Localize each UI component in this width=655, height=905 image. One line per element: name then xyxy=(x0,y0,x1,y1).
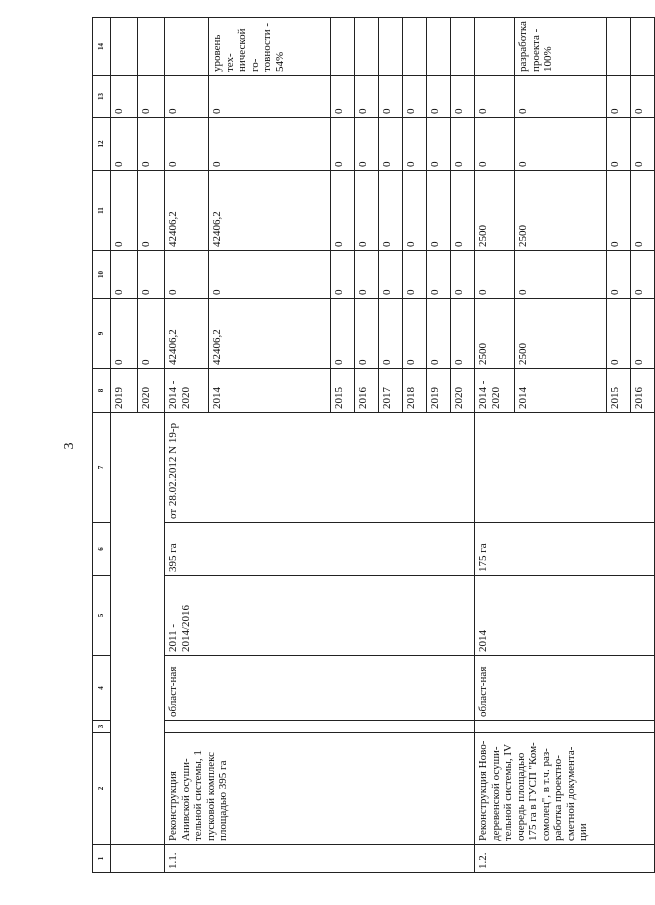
cell-v12: 0 xyxy=(209,118,331,171)
cell-v12: 0 xyxy=(331,118,355,171)
cell-note xyxy=(331,18,355,76)
cell-v11: 0 xyxy=(331,171,355,251)
cell-v13: 0 xyxy=(165,76,209,118)
cell-basis: от 28.02.2012 N 19-р xyxy=(165,413,475,523)
cell-capacity: 175 га xyxy=(475,523,655,576)
cell-v11: 2500 xyxy=(515,171,607,251)
cell-v12: 0 xyxy=(111,118,138,171)
page-number: 3 xyxy=(62,442,77,450)
cell-v10: 0 xyxy=(331,251,355,299)
cell-v11: 0 xyxy=(379,171,403,251)
column-number-12: 12 xyxy=(93,118,111,171)
cell-v9: 42406,2 xyxy=(165,299,209,369)
cell-year: 2015 xyxy=(331,369,355,413)
cell-v11: 0 xyxy=(607,171,631,251)
cell-v10: 0 xyxy=(427,251,451,299)
cell-v13: 0 xyxy=(209,76,331,118)
cell-v12: 0 xyxy=(403,118,427,171)
column-number-4: 4 xyxy=(93,656,111,721)
cell-v13: 0 xyxy=(475,76,515,118)
cell-note xyxy=(403,18,427,76)
cell-v9: 0 xyxy=(355,299,379,369)
cell-item-number: 1.1. xyxy=(165,845,475,873)
cell-note: уровень тех-нической го-товности - 54% xyxy=(209,18,331,76)
cell-v11: 0 xyxy=(427,171,451,251)
cell-v13: 0 xyxy=(427,76,451,118)
cell-year: 2020 xyxy=(138,369,165,413)
cell-year: 2015 xyxy=(607,369,631,413)
cell-note xyxy=(451,18,475,76)
cell-v11: 0 xyxy=(451,171,475,251)
column-number-10: 10 xyxy=(93,251,111,299)
column-number-2: 2 xyxy=(93,733,111,845)
cell-v11: 0 xyxy=(631,171,655,251)
cell-v11: 42406,2 xyxy=(209,171,331,251)
cell-v13: 0 xyxy=(355,76,379,118)
cell-v10: 0 xyxy=(403,251,427,299)
cell-v11: 42406,2 xyxy=(165,171,209,251)
cell-v13: 0 xyxy=(111,76,138,118)
column-number-13: 13 xyxy=(93,76,111,118)
cell-v10: 0 xyxy=(475,251,515,299)
cell-blank-num xyxy=(111,845,165,873)
column-number-3: 3 xyxy=(93,721,111,733)
cell-note xyxy=(111,18,138,76)
cell-v10: 0 xyxy=(515,251,607,299)
cell-item-name: Реконструкция Анивской осуши-тельной системы, 1 пусковой комплекс площадью 395 га xyxy=(165,733,475,845)
cell-period: 2011 - 2014/2016 xyxy=(165,576,475,656)
cell-v11: 0 xyxy=(111,171,138,251)
cell-v13: 0 xyxy=(451,76,475,118)
cell-v12: 0 xyxy=(451,118,475,171)
cell-note xyxy=(379,18,403,76)
cell-year: 2018 xyxy=(403,369,427,413)
cell-col3 xyxy=(475,721,655,733)
cell-v10: 0 xyxy=(631,251,655,299)
cell-v12: 0 xyxy=(379,118,403,171)
cell-year: 2014 - 2020 xyxy=(165,369,209,413)
continuation-row xyxy=(111,18,138,873)
cell-v12: 0 xyxy=(607,118,631,171)
cell-v12: 0 xyxy=(165,118,209,171)
cell-v9: 0 xyxy=(138,299,165,369)
column-number-11: 11 xyxy=(93,171,111,251)
cell-v9: 0 xyxy=(379,299,403,369)
cell-v10: 0 xyxy=(165,251,209,299)
program-table xyxy=(92,17,655,873)
cell-note xyxy=(631,18,655,76)
header-row xyxy=(93,18,111,873)
column-number-1: 1 xyxy=(93,845,111,873)
cell-v12: 0 xyxy=(515,118,607,171)
cell-period: 2014 xyxy=(475,576,655,656)
cell-v13: 0 xyxy=(331,76,355,118)
cell-col3 xyxy=(165,721,475,733)
cell-v11: 0 xyxy=(355,171,379,251)
cell-v10: 0 xyxy=(111,251,138,299)
cell-note xyxy=(475,18,515,76)
column-number-9: 9 xyxy=(93,299,111,369)
cell-v11: 2500 xyxy=(475,171,515,251)
cell-year: 2020 xyxy=(451,369,475,413)
cell-v9: 2500 xyxy=(515,299,607,369)
cell-v11: 0 xyxy=(138,171,165,251)
table-row xyxy=(165,18,209,873)
cell-year: 2019 xyxy=(111,369,138,413)
cell-v9: 0 xyxy=(451,299,475,369)
cell-year: 2014 xyxy=(209,369,331,413)
cell-v12: 0 xyxy=(355,118,379,171)
cell-v9: 0 xyxy=(331,299,355,369)
cell-item-number: 1.2. xyxy=(475,845,655,873)
cell-v13: 0 xyxy=(515,76,607,118)
cell-v9: 0 xyxy=(403,299,427,369)
column-number-6: 6 xyxy=(93,523,111,576)
rotated-table-wrapper xyxy=(92,18,645,873)
cell-v10: 0 xyxy=(379,251,403,299)
cell-year: 2019 xyxy=(427,369,451,413)
cell-v9: 42406,2 xyxy=(209,299,331,369)
column-number-8: 8 xyxy=(93,369,111,413)
cell-v9: 0 xyxy=(111,299,138,369)
cell-level: област-ная xyxy=(165,656,475,721)
cell-v12: 0 xyxy=(427,118,451,171)
column-number-14: 14 xyxy=(93,18,111,76)
cell-v13: 0 xyxy=(138,76,165,118)
cell-v12: 0 xyxy=(475,118,515,171)
cell-v11: 0 xyxy=(403,171,427,251)
cell-note xyxy=(607,18,631,76)
cell-year: 2017 xyxy=(379,369,403,413)
cell-year: 2016 xyxy=(355,369,379,413)
cell-v9: 0 xyxy=(607,299,631,369)
cell-v13: 0 xyxy=(379,76,403,118)
cell-v12: 0 xyxy=(631,118,655,171)
cell-v10: 0 xyxy=(607,251,631,299)
cell-year: 2014 xyxy=(515,369,607,413)
cell-v10: 0 xyxy=(355,251,379,299)
cell-note: разработка проекта - 100% xyxy=(515,18,607,76)
cell-blank-name xyxy=(111,413,165,845)
cell-v10: 0 xyxy=(209,251,331,299)
cell-capacity: 395 га xyxy=(165,523,475,576)
cell-item-name: Реконструкция Ново-деревенской осуши-тельной системы, IV очередь площадью 175 га в ГУСП "Ком-сомолец", в т.ч. раз-работка проектно-сметной документа-ции xyxy=(475,733,655,845)
table-row xyxy=(475,18,515,873)
cell-year: 2014 - 2020 xyxy=(475,369,515,413)
cell-v10: 0 xyxy=(138,251,165,299)
cell-v12: 0 xyxy=(138,118,165,171)
cell-year: 2016 xyxy=(631,369,655,413)
cell-v9: 2500 xyxy=(475,299,515,369)
cell-v10: 0 xyxy=(451,251,475,299)
cell-note xyxy=(138,18,165,76)
cell-v13: 0 xyxy=(631,76,655,118)
cell-note xyxy=(355,18,379,76)
column-number-7: 7 xyxy=(93,413,111,523)
cell-v13: 0 xyxy=(607,76,631,118)
cell-basis xyxy=(475,413,655,523)
cell-v9: 0 xyxy=(631,299,655,369)
cell-note xyxy=(427,18,451,76)
cell-v9: 0 xyxy=(427,299,451,369)
cell-level: област-ная xyxy=(475,656,655,721)
cell-note xyxy=(165,18,209,76)
cell-v13: 0 xyxy=(403,76,427,118)
column-number-5: 5 xyxy=(93,576,111,656)
